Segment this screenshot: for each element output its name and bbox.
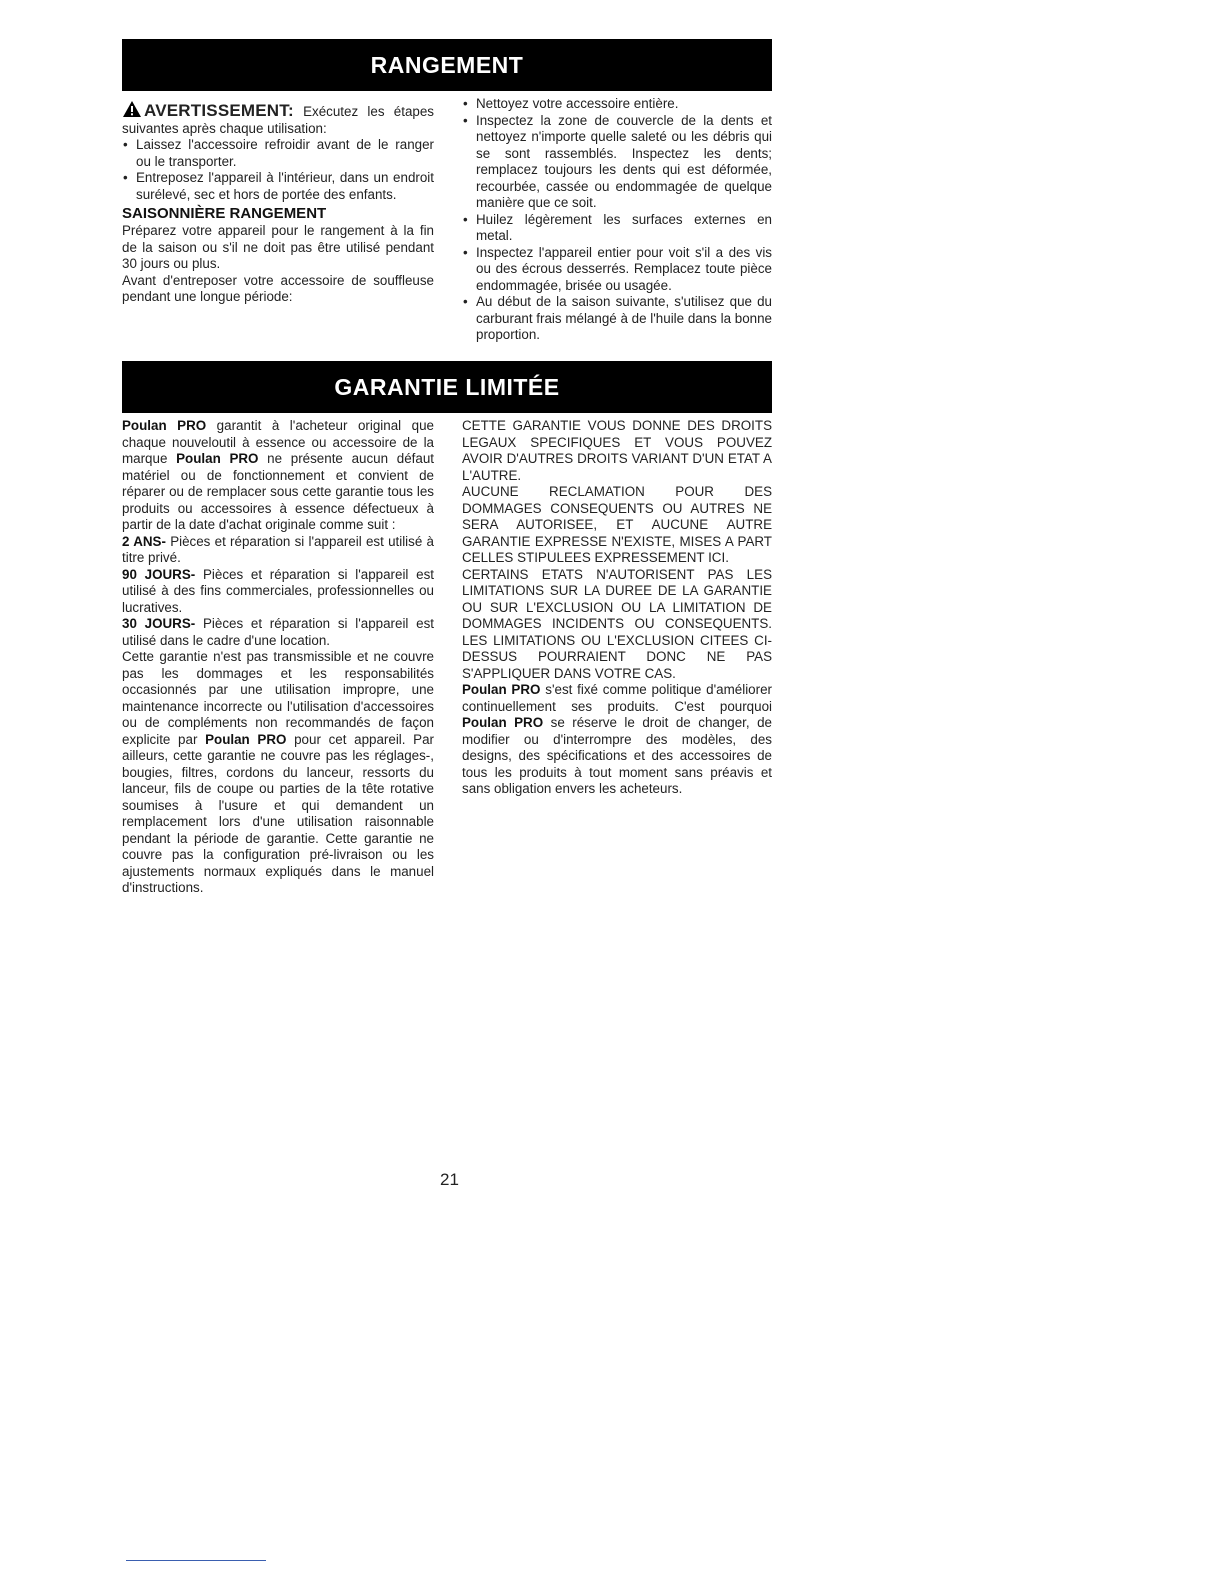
rangement-right-column [462,96,772,344]
intro-paragraph: Poulan PRO garantit à l'acheteur original que chaque nouveloutil à essence ou accessoire de la marque Poulan PRO ne présente aucun défaut matériel ou de fonctionnement et convient de réparer ou de remplacer sous cette garantie tous les produits ou accessoires à essence défectueux à partir de la date d'achat originale comme suit : [122,418,434,532]
transfer-paragraph: Cette garantie n'est pas transmissible et ne couvre pas les dommages et les responsabilités occasionnés par une utilisation impropre, une maintenance incorrecte ou l'utilisation d'accessoires ou de compléments non recommandés de façon explicite par Poulan PRO pour cet appareil. Par ailleurs, cette garantie ne couvre pas les réglages-, bougies, filtres, cordons du lanceur, ressorts du lanceur, fils de coupe ou parties de la tête rotative soumises à l'usure et qui demandent un remplacement lors d'une utilisation raisonnable pendant la période de garantie. Cette garantie ne couvre pas la configuration pré-livraison ou les ajustements normaux expliqués dans le manuel d'instructions. [122,649,434,895]
list-item: • Inspectez l'appareil entier pour voit s'il a des vis ou des écrous desserrés. Remplacez toute pièce endommagée, brisée ou usagée. [463,244,772,293]
brand-name: Poulan PRO [122,418,207,433]
page-number: 21 [440,1170,459,1189]
rangement-banner [122,39,772,91]
seasonal-paragraph: Préparez votre appareil pour le rangement à la fin de la saison ou s'il ne doit pas être utilisé pendant 30 jours ou plus. [122,223,434,271]
term-item: 2 ANS- Pièces et réparation si l'appareil est utilisé à titre privé. [122,533,434,565]
brand-name: Poulan PRO [462,682,541,697]
rangement-title: RANGEMENT [370,51,524,78]
list-item: • Laissez l'accessoire refroidir avant de le ranger ou le transporter. [123,137,434,169]
brand-name: Poulan PRO [205,731,287,747]
list-item: • Nettoyez votre accessoire entière. [463,96,679,111]
garantie-banner [122,361,772,413]
garantie-title: GARANTIE LIMITÉE [334,373,560,400]
list-item: • Inspectez la zone de couvercle de la dents et nettoyez n'importe quelle saleté ou les débris qui se sont rassemblés. Inspectez les dents; remplacez toujours les dents qui est déformée, recourbée, cassée ou endommagée de quelque manière que ce soit. [463,112,772,210]
list-item: • Huilez légèrement les surfaces externes en metal. [463,211,772,243]
brand-name: Poulan PRO [176,451,259,466]
term-item: 90 JOURS- Pièces et réparation si l'appareil est utilisé à des fins commerciales, professionnelles ou lucratives. [122,566,434,615]
warning-text: Exécutez les étapes suivantes après chaque utilisation: [122,104,434,136]
caps-paragraph: AUCUNE RECLAMATION POUR DES DOMMAGES CONSEQUENTS OU AUTRES NE SERA AUTORISEE, ET AUCUNE AUTRE GARANTIE EXPRESSE N'EXISTE, MISES A PART CELLES STIPULEES EXPRESSEMENT ICI. [462,484,772,565]
warning-paragraph [122,100,434,137]
policy-paragraph: Poulan PRO s'est fixé comme politique d'améliorer continuellement ses produits. C'est pourquoi Poulan PRO se réserve le droit de changer, de modifier ou d'interrompre des modèles, des designs, des spécifications et des accessoires de tous les produits à tout moment sans préavis et sans obligation envers les acheteurs. [462,682,772,796]
caps-paragraph: CERTAINS ETATS N'AUTORISENT PAS LES LIMITATIONS SUR LA DUREE DE LA GARANTIE OU SUR L'EXCLUSION OU LA LIMITATION DE DOMMAGES INCIDENTS OU CONSEQUENTS. LES LIMITATIONS OU L'EXCLUSION CITEES CI-DESSUS POURRAIENT DONC NE PAS S'APPLIQUER DANS VOTRE CAS. [462,566,772,681]
footer-divider [126,1560,266,1561]
term-item: 30 JOURS- Pièces et réparation si l'appareil est utilisé dans le cadre d'une location. [122,616,434,648]
warning-label: AVERTISSEMENT: [144,101,294,120]
garantie-left-column [122,418,434,897]
seasonal-paragraph-2: Avant d'entreposer votre accessoire de souffleuse pendant une longue période: [122,272,434,304]
list-item: • Au début de la saison suivante, s'utilisez que du carburant frais mélangé à de l'huile dans la bonne proportion. [463,294,772,342]
caps-paragraph: CETTE GARANTIE VOUS DONNE DES DROITS LEGAUX SPECIFIQUES ET VOUS POUVEZ AVOIR D'AUTRES DROITS VARIANT D'UN ETAT A L'AUTRE. [462,418,772,483]
brand-name: Poulan PRO [462,715,544,730]
garantie-right-column [462,418,772,798]
seasonal-heading: SAISONNIÈRE RANGEMENT [122,205,327,222]
warning-triangle-icon [122,100,142,118]
rangement-left-column [122,100,434,306]
list-item: • Entreposez l'appareil à l'intérieur, dans un endroit surélevé, sec et hors de portée des enfants. [123,170,434,202]
